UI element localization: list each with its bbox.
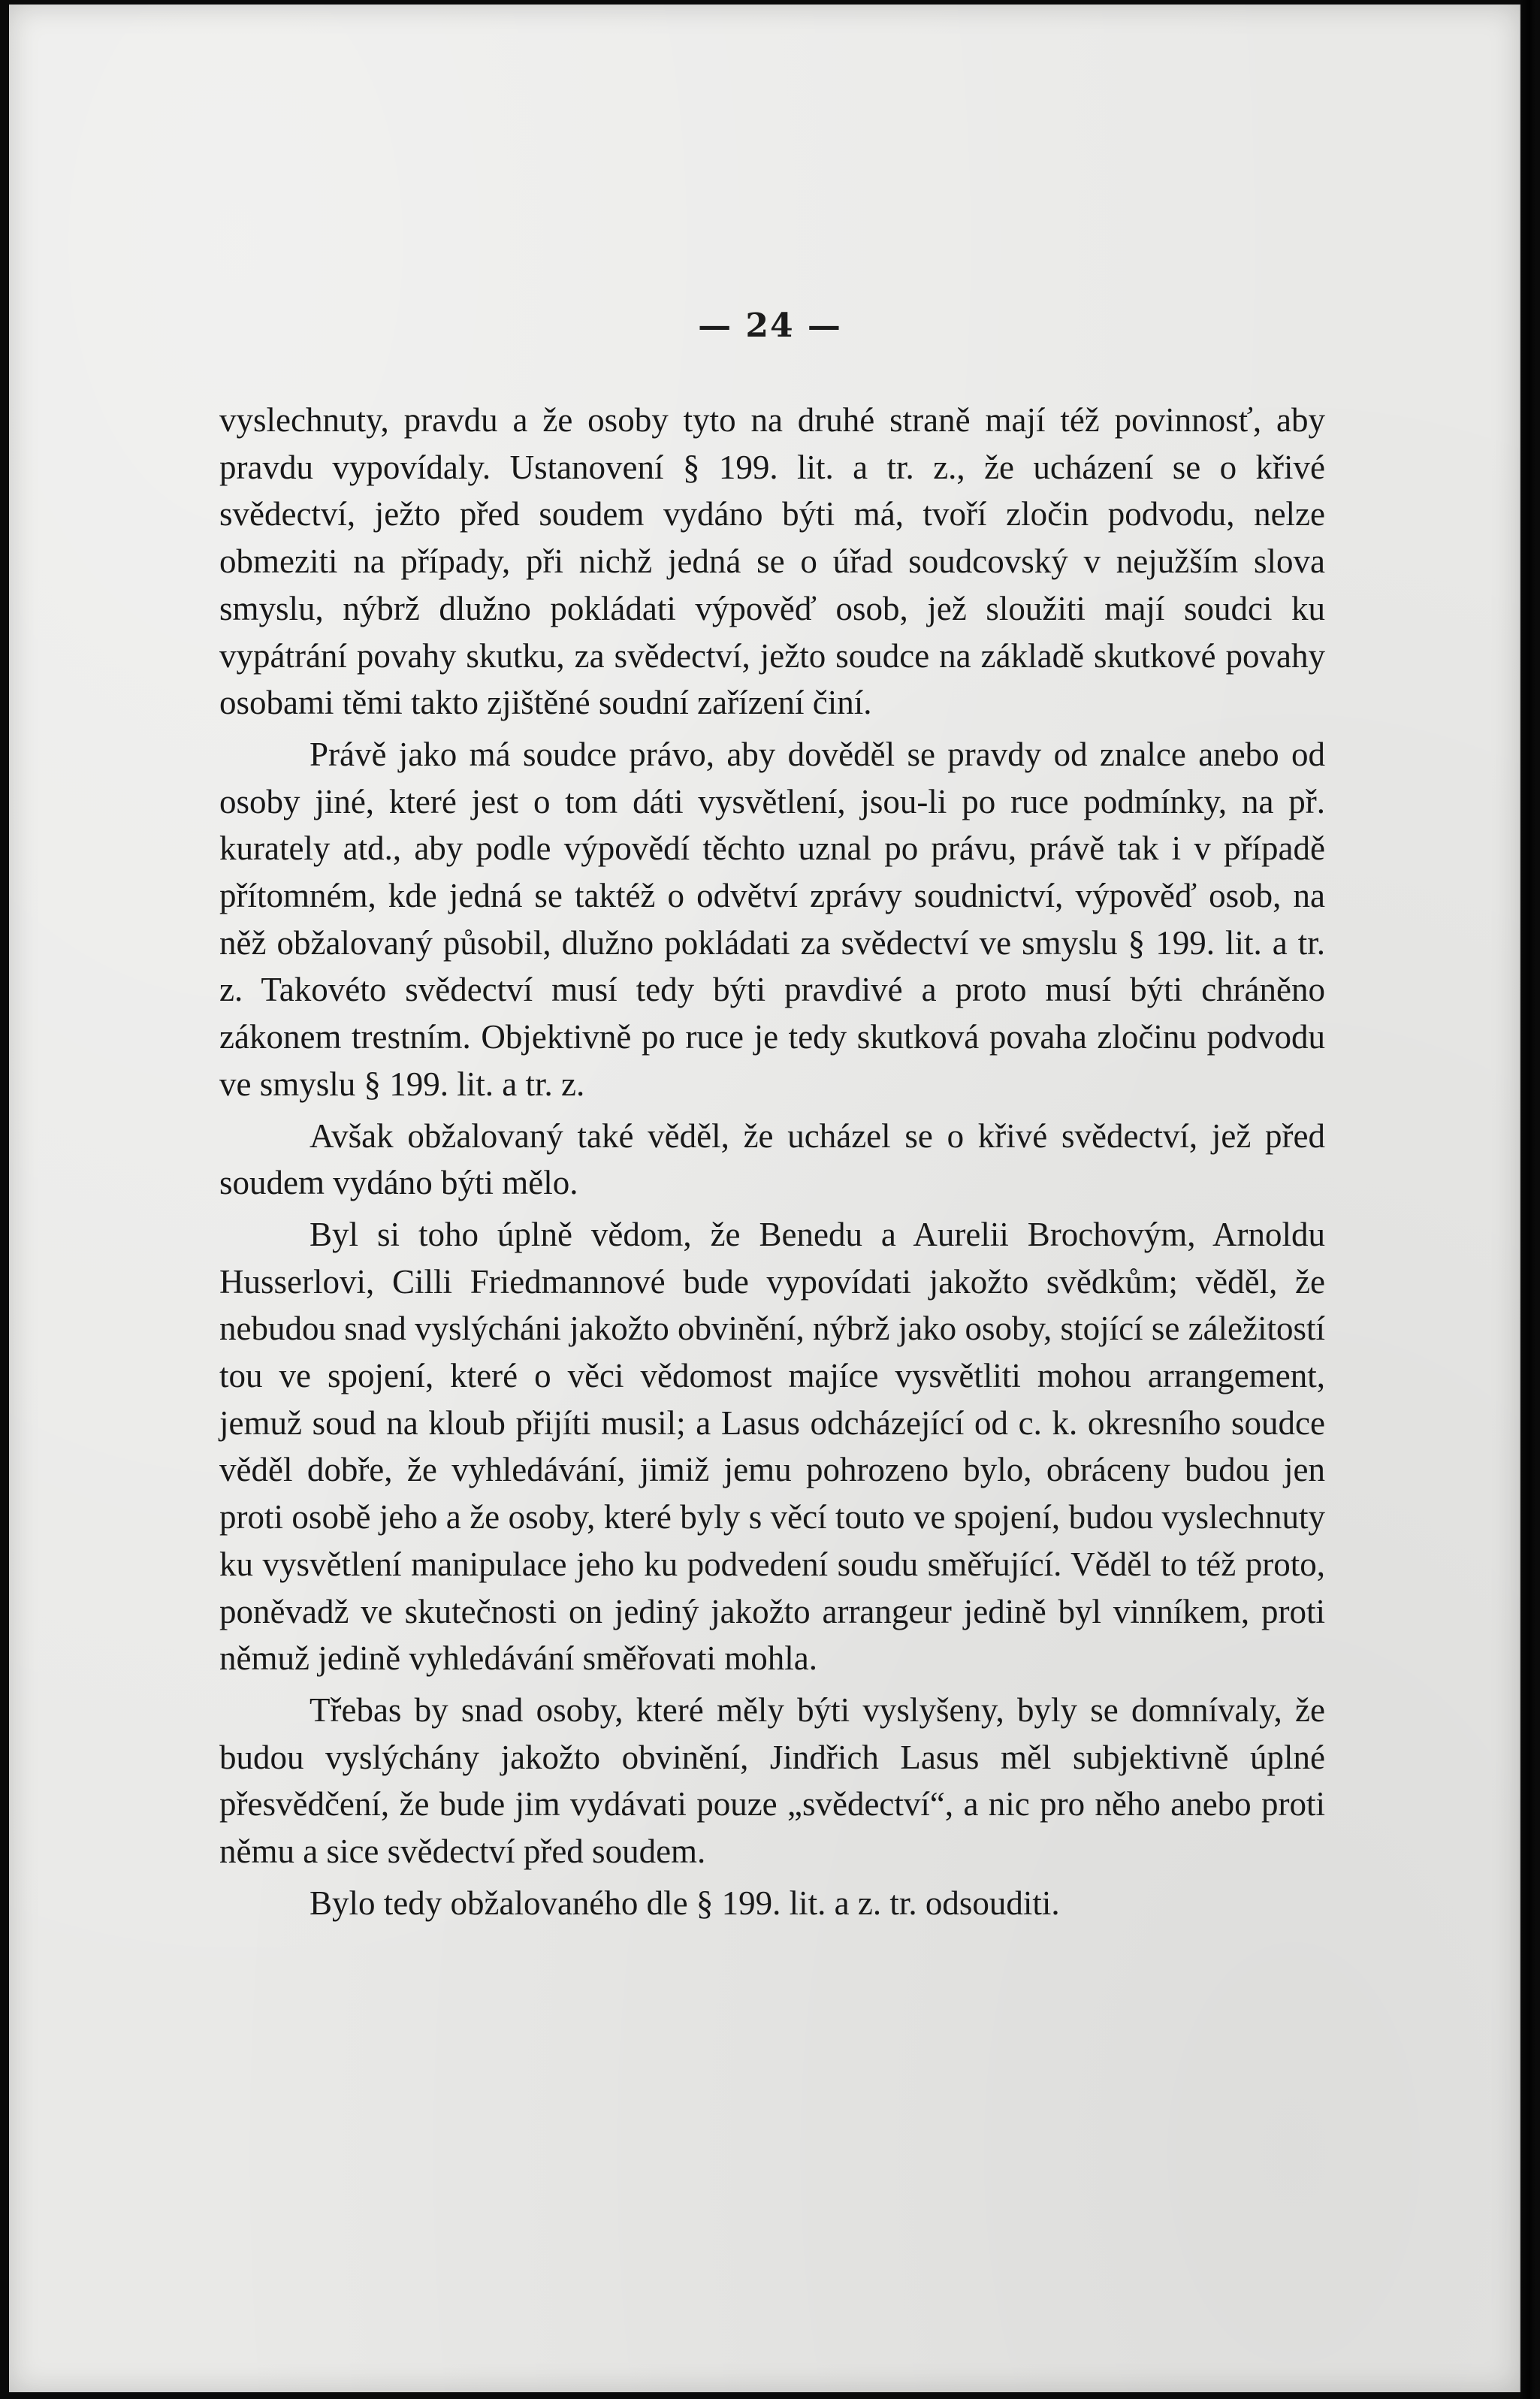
body-text: [219, 397, 1325, 1932]
paragraph-4: Byl si toho úplně vědom, že Benedu a Aurelii Brochovým, Arnoldu Husserlovi, Cilli Friedmannové bude vypovídati jakožto svědkům; věděl, že nebudou snad vyslýcháni jakožto obvinění, nýbrž jako osoby, stojící se záležitostí tou ve spojení, které o věci vědomost majíce vysvětliti mohou arrangement, jemuž soud na kloub přijíti musil; a Lasus odcházející od c. k. okresního soudce věděl dobře, že vyhledávání, jimiž jemu pohrozeno bylo, obráceny budou jen proti osobě jeho a že osoby, které byly s věcí touto ve spojení, budou vyslechnuty ku vysvětlení manipulace jeho ku podvedení soudu směřující. Věděl to též proto, poněvadž ve skutečnosti on jediný jakožto arrangeur jedině byl vinníkem, proti němuž jedině vyhledávání směřovati mohla.: [219, 1215, 1325, 1678]
paragraph-1: vyslechnuty, pravdu a že osoby tyto na druhé straně mají též povinnosť, aby pravdu vypovídaly. Ustanovení § 199. lit. a tr. z., že ucházení se o křivé svědectví, ježto před soudem vydáno býti má, tvoří zločin podvodu, nelze obmeziti na případy, při nichž jedná se o úřad soudcovský v nejužším slova smyslu, nýbrž dlužno pokládati výpověď osob, jež sloužiti mají soudci ku vypátrání povahy skutku, za svědectví, ježto soudce na základě skutkové povahy osobami těmi takto zjištěné soudní zařízení činí.: [219, 401, 1325, 722]
paragraph-2: Právě jako má soudce právo, aby dověděl se pravdy od znalce anebo od osoby jiné, které jest o tom dáti vysvětlení, jsou-li po ruce podmínky, na př. kurately atd., aby podle výpovědí těchto uznal po právu, právě tak i v případě přítomném, kde jedná se taktéž o odvětví zprávy soudnictví, výpověď osob, na něž obžalovaný působil, dlužno pokládati za svědectví ve smyslu § 199. lit. a tr. z. Takovéto svědectví musí tedy býti pravdivé a proto musí býti chráněno zákonem trestním. Objektivně po ruce je tedy skutková povaha zločinu podvodu ve smyslu § 199. lit. a tr. z.: [219, 735, 1325, 1103]
page-number: — 24 —: [698, 307, 842, 345]
paragraph-5: Třebas by snad osoby, které měly býti vyslyšeny, byly se domnívaly, že budou vyslýchány jakožto obvinění, Jindřich Lasus měl subjektivně úplné přesvědčení, že bude jim vydávati pouze „svědectví“, a nic pro něho anebo proti němu a sice svědectví před soudem.: [219, 1690, 1325, 1871]
paragraph-6: Bylo tedy obžalovaného dle § 199. lit. a z. tr. odsouditi.: [310, 1884, 1060, 1922]
page-edge-shadow: [1519, 0, 1535, 2399]
paragraph-3: Avšak obžalovaný také věděl, že ucházel se o křivé svědectví, jež před soudem vydáno býti mělo.: [219, 1116, 1325, 1202]
